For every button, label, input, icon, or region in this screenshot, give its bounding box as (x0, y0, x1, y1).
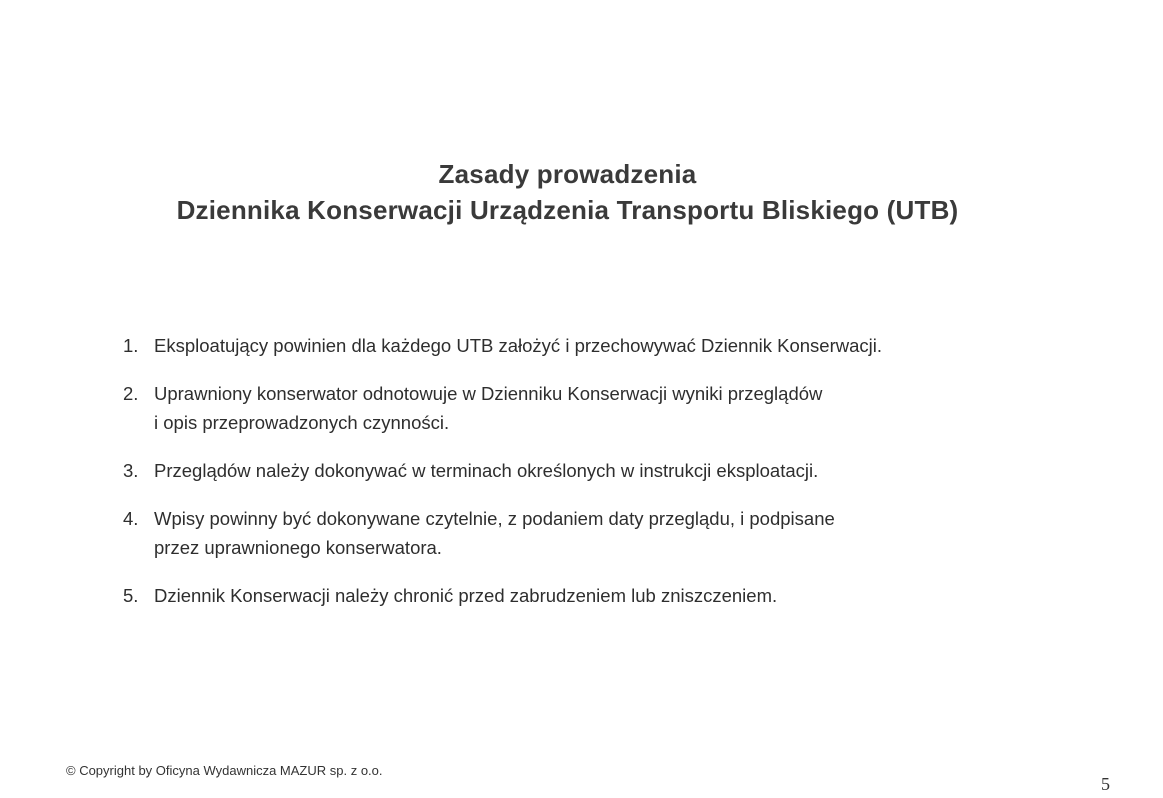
rule-text: Dziennik Konserwacji należy chronić przed zabrudzeniem lub zniszczeniem. (154, 585, 778, 606)
rule-item (123, 504, 1103, 562)
rule-text: Uprawniony konserwator odnotowuje w Dzienniku Konserwacji wyniki przeglądów i opis przeprowadzonych czynności. (154, 383, 823, 433)
rule-item (123, 456, 1103, 485)
rule-number: 4. (123, 508, 139, 529)
rule-number: 2. (123, 383, 139, 404)
rule-number: 3. (123, 460, 139, 481)
rule-item (123, 379, 1103, 437)
rule-number: 1. (123, 335, 139, 356)
page-title (0, 156, 1135, 228)
rule-text: Wpisy powinny być dokonywane czytelnie, z podaniem daty przeglądu, i podpisane przez uprawnionego konserwatora. (154, 508, 835, 558)
rule-text: Eksploatujący powinien dla każdego UTB założyć i przechowywać Dziennik Konserwacji. (154, 335, 883, 356)
rule-text: Przeglądów należy dokonywać w terminach określonych w instrukcji eksploatacji. (154, 460, 819, 481)
rules-list (123, 331, 1103, 629)
rule-number: 5. (123, 585, 139, 606)
title-line-2: Dziennika Konserwacji Urządzenia Transportu Bliskiego (UTB) (176, 195, 959, 225)
title-line-1: Zasady prowadzenia (438, 159, 697, 189)
page-number: 5 (1101, 774, 1110, 794)
rule-item (123, 581, 1103, 610)
copyright-notice: © Copyright by Oficyna Wydawnicza MAZUR sp. z o.o. (66, 763, 383, 778)
rule-item (123, 331, 1103, 360)
